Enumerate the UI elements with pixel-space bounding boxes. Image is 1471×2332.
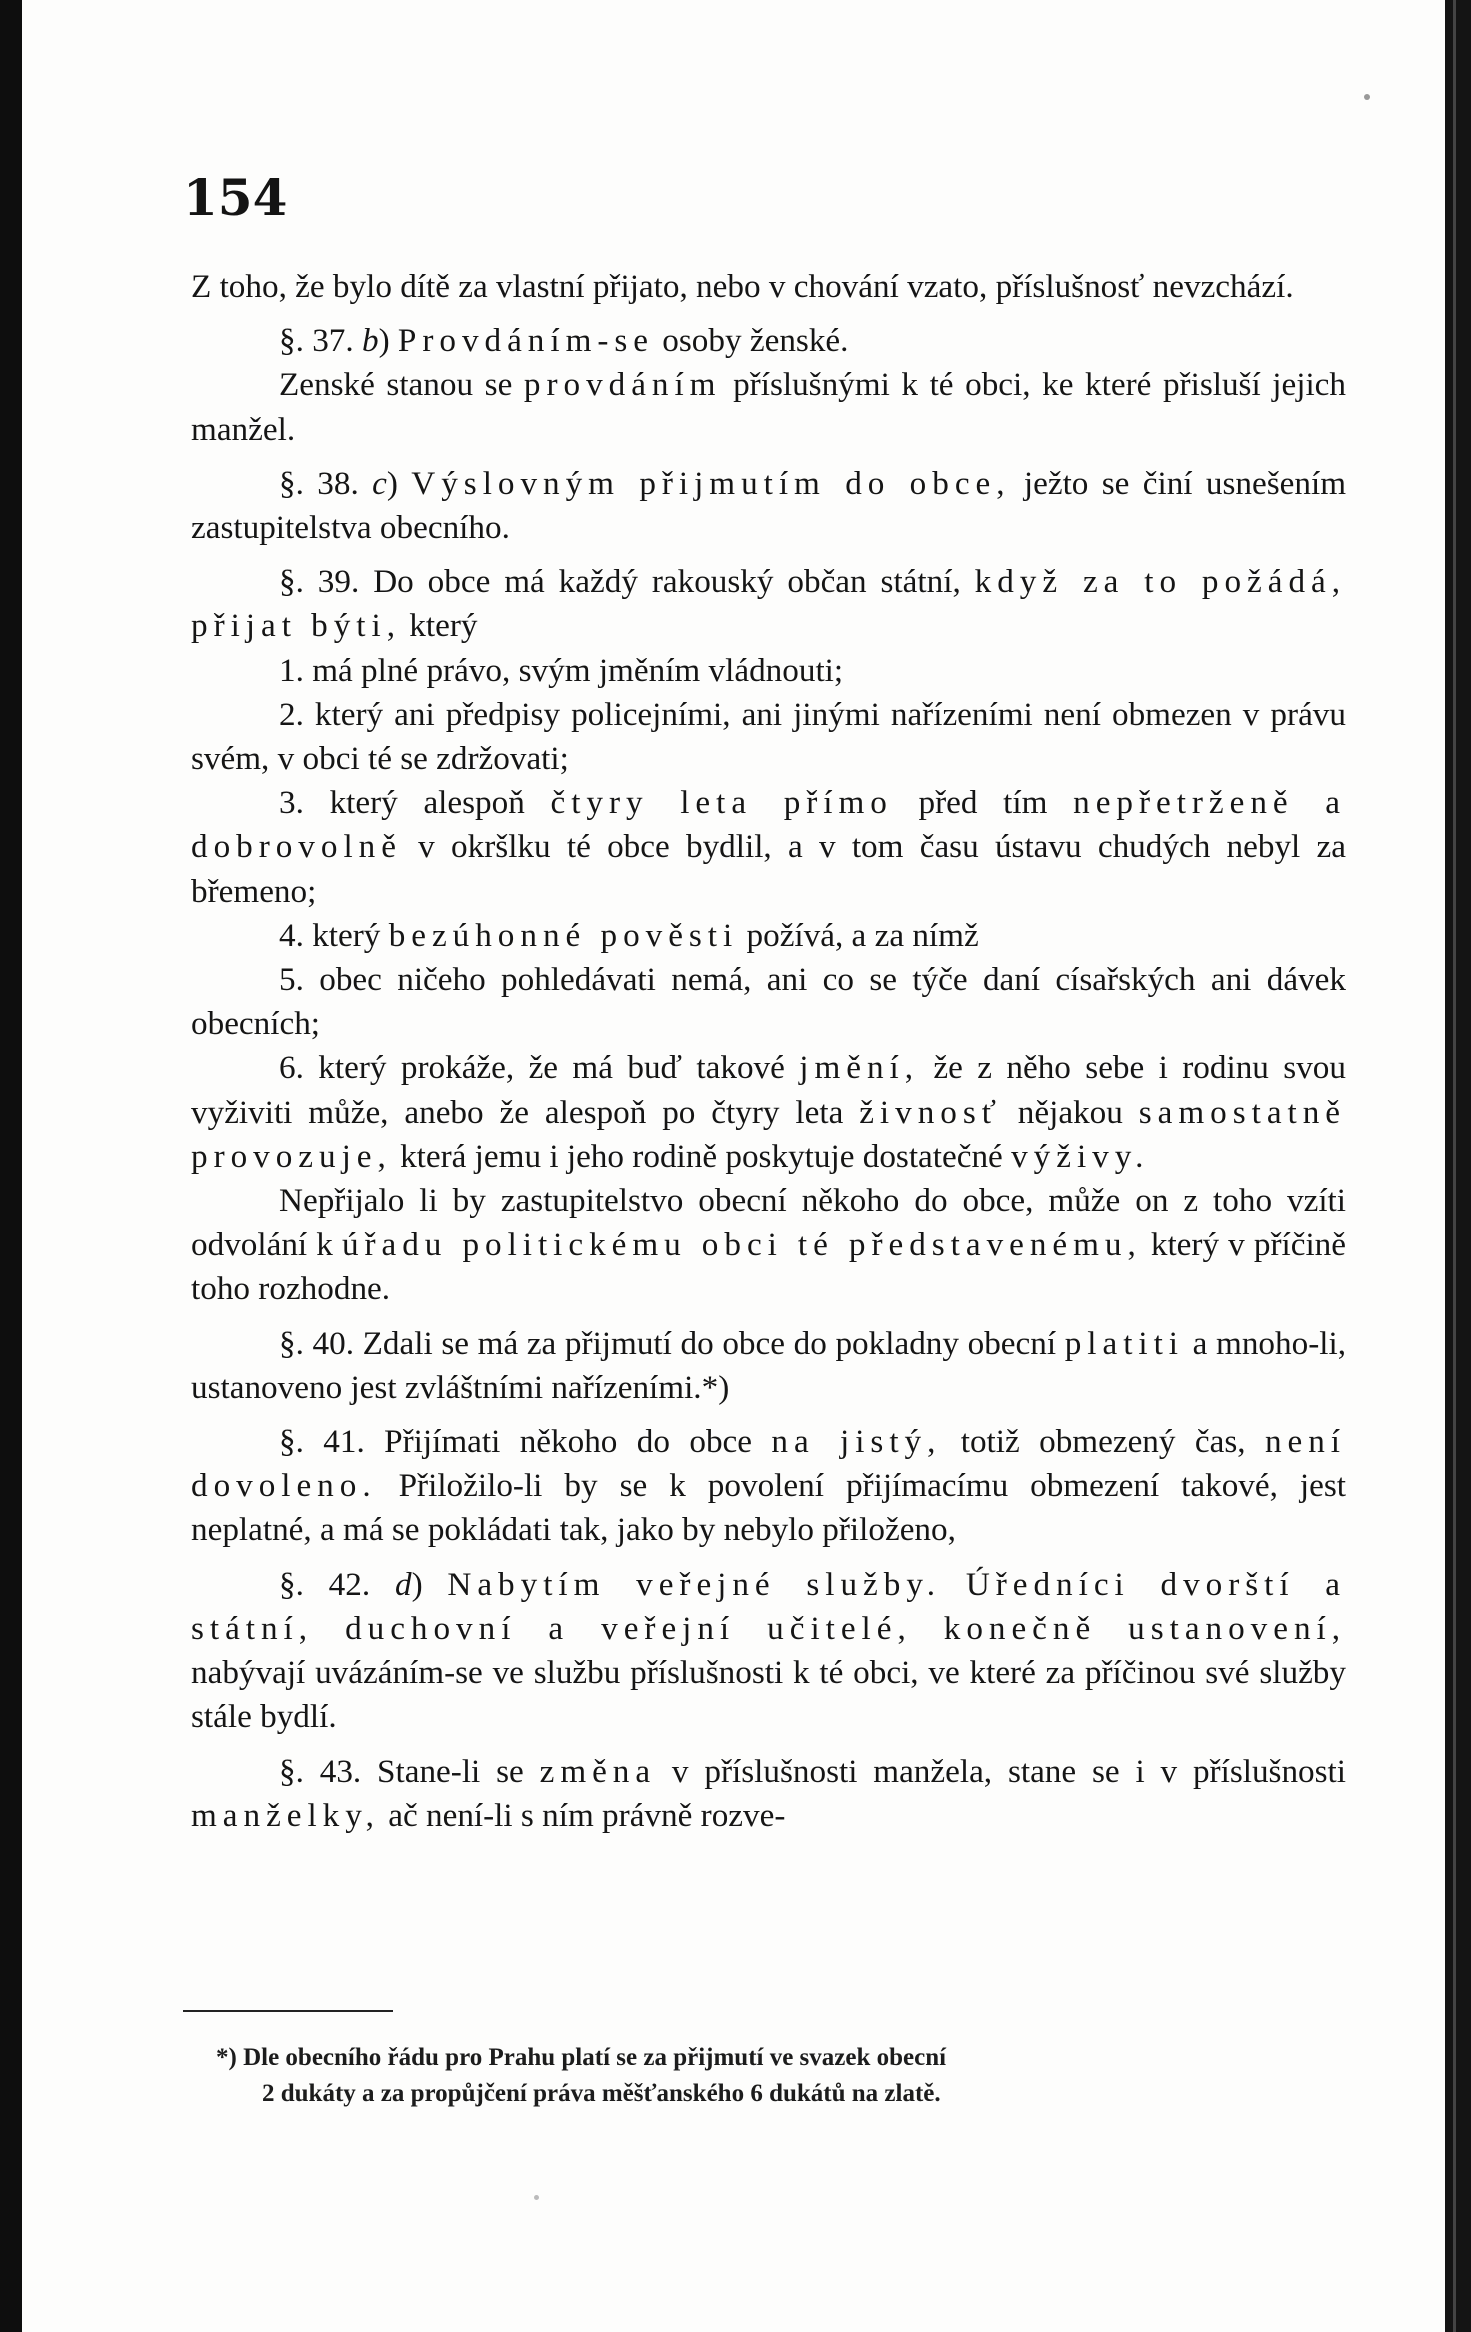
- paragraph: [191, 363, 1346, 451]
- text-run: 4. který: [279, 916, 389, 954]
- spaced-emphasis: úřadu politickému obci té představenému,: [341, 1226, 1142, 1264]
- text-run: že z něho sebe i rodinu svou vyživiti může, anebo že alespoň po čtyry leta: [191, 1049, 1346, 1131]
- paragraph: [191, 1322, 1346, 1410]
- text-run: §. 42.: [279, 1565, 395, 1603]
- spaced-emphasis: na jistý,: [771, 1423, 942, 1461]
- spaced-emphasis: Nabytím veřejné služby.: [447, 1565, 942, 1603]
- footnote-line: 2 dukáty a za propůjčení práva měšťanského 6 dukátů na zlatě.: [262, 2080, 941, 2107]
- italic-letter: b: [361, 322, 379, 360]
- text-run: nějakou: [1001, 1093, 1139, 1131]
- text-run: §. 39. Do obce má každý rakouský občan státní,: [279, 563, 975, 601]
- text-run: ): [378, 322, 398, 360]
- footnote: [196, 2040, 1346, 2112]
- text-run: nabývají uvázáním-se ve službu příslušnosti k té obci, ve které za příčinou své služby stále bydlí.: [191, 1654, 1346, 1736]
- spaced-emphasis: nepřetrženě a dobrovolně: [191, 784, 1346, 866]
- italic-letter: d: [394, 1565, 412, 1603]
- text-run: 5. obec ničeho pohledávati nemá, ani co se týče daní císařských ani dávek obecních;: [191, 961, 1346, 1043]
- paragraph: [191, 649, 1346, 693]
- spaced-emphasis: když za to požádá, přijat býti,: [191, 563, 1347, 645]
- text-run: §. 38.: [279, 464, 373, 502]
- text-run: a mnoho-li, ustanoveno jest zvláštními nařízeními.*): [191, 1324, 1346, 1406]
- text-run: ): [411, 1565, 448, 1603]
- text-run: §. 37.: [279, 322, 362, 360]
- spaced-emphasis: manželky,: [191, 1796, 380, 1834]
- text-run: totiž obmezený čas,: [941, 1423, 1265, 1461]
- text-run: která jemu i jeho rodině poskytuje dostatečné: [391, 1137, 1012, 1175]
- speck: [534, 2195, 539, 2200]
- spaced-emphasis: Výslovným přijmutím do obce,: [411, 464, 1011, 502]
- text-run: příslušnými k té obci, ke které přisluší jejich manžel.: [191, 366, 1346, 448]
- paragraph: [191, 914, 1346, 958]
- page-number: 154: [183, 168, 288, 227]
- spaced-emphasis: změna: [539, 1752, 657, 1790]
- spaced-emphasis: jmění,: [799, 1049, 919, 1087]
- paragraph: [191, 958, 1346, 1046]
- spaced-emphasis: živnosť: [859, 1093, 1002, 1131]
- text-run: v příslušnosti manžela, stane se i v příslušnosti: [656, 1752, 1347, 1790]
- text-run: ježto se činí usnešením zastupitelstva obecního.: [191, 464, 1347, 547]
- text-run: [941, 1566, 966, 1603]
- text-run: ): [386, 464, 412, 502]
- text-run: 1. má plné právo, svým jměním vládnouti;: [279, 651, 844, 689]
- text-run: 2. který ani předpisy policejními, ani jinými nařízeními není obmezen v právu svém, v obci té se zdržovati;: [191, 695, 1346, 778]
- paragraph: [191, 1420, 1346, 1553]
- spaced-emphasis: samostatně provozuje,: [191, 1093, 1347, 1175]
- text-run: před tím: [892, 784, 1074, 822]
- footnote-line: *) Dle obecního řádu pro Prahu platí se za přijmutí ve svazek obecní: [216, 2044, 947, 2071]
- text-run: v okršlku té obce bydlil, a v tom času ústavu chudých nebyl za břemeno;: [191, 828, 1346, 910]
- paragraph: [191, 1750, 1346, 1838]
- paragraph: [191, 1563, 1346, 1740]
- spaced-emphasis: platiti: [1064, 1324, 1184, 1362]
- paragraph: [191, 693, 1346, 781]
- paragraph: [191, 265, 1346, 309]
- spaced-emphasis: bezúhonné pověsti: [388, 916, 739, 954]
- footnote-rule: [183, 2010, 393, 2012]
- scan-edge-left: [0, 0, 22, 2332]
- paragraph: [191, 781, 1346, 914]
- text-run: který v příčině toho rozhodne.: [191, 1226, 1346, 1308]
- text-run: požívá, a za nímž: [738, 916, 979, 954]
- text-run: §. 41. Přijímati někoho do obce: [279, 1423, 772, 1461]
- scan-edge-right: [1445, 0, 1471, 2332]
- text-run: §. 40. Zdali se má za přijmutí do obce do pokladny obecní: [279, 1324, 1065, 1362]
- text-run: 6. který prokáže, že má buď takové: [279, 1049, 800, 1087]
- spaced-emphasis: není dovoleno.: [191, 1423, 1346, 1505]
- speck: [1364, 94, 1370, 100]
- spaced-emphasis: čtyry leta přímo: [550, 784, 893, 822]
- spaced-emphasis: výživy.: [1011, 1137, 1150, 1175]
- paragraph: [191, 319, 1346, 363]
- spaced-emphasis: provdáním: [523, 366, 722, 404]
- text-run: §. 43. Stane-li se: [279, 1752, 540, 1790]
- spaced-emphasis: Provdáním-se: [397, 322, 654, 360]
- paragraph: [191, 1179, 1346, 1312]
- text-run: Zenské stanou se: [279, 366, 524, 404]
- spaced-emphasis: Úředníci dvorští a státní, duchovní a veřejní učitelé, konečně ustanovení,: [191, 1565, 1346, 1647]
- text-run: který: [400, 607, 478, 645]
- paragraph: [191, 1046, 1346, 1179]
- text-run: Z toho, že bylo dítě za vlastní přijato, nebo v chování vzato, příslušnosť nevzchází.: [191, 268, 1294, 305]
- italic-letter: c: [372, 464, 387, 502]
- text-run: 3. který alespoň: [279, 784, 551, 822]
- text-run: osoby ženské.: [653, 322, 849, 360]
- text-run: Přiložilo-li by se k povolení přijímacímu obmezení takové, jest neplatné, a má se pokládati tak, jako by nebylo přiloženo,: [191, 1467, 1346, 1549]
- text-run: ač není-li s ním právně rozve-: [379, 1796, 786, 1834]
- body-text: [191, 265, 1346, 1838]
- text-run: Nepřijalo li by zastupitelstvo obecní někoho do obce, může on z toho vzíti odvolání k: [191, 1182, 1346, 1264]
- paragraph: [191, 560, 1346, 648]
- paragraph: [191, 462, 1346, 550]
